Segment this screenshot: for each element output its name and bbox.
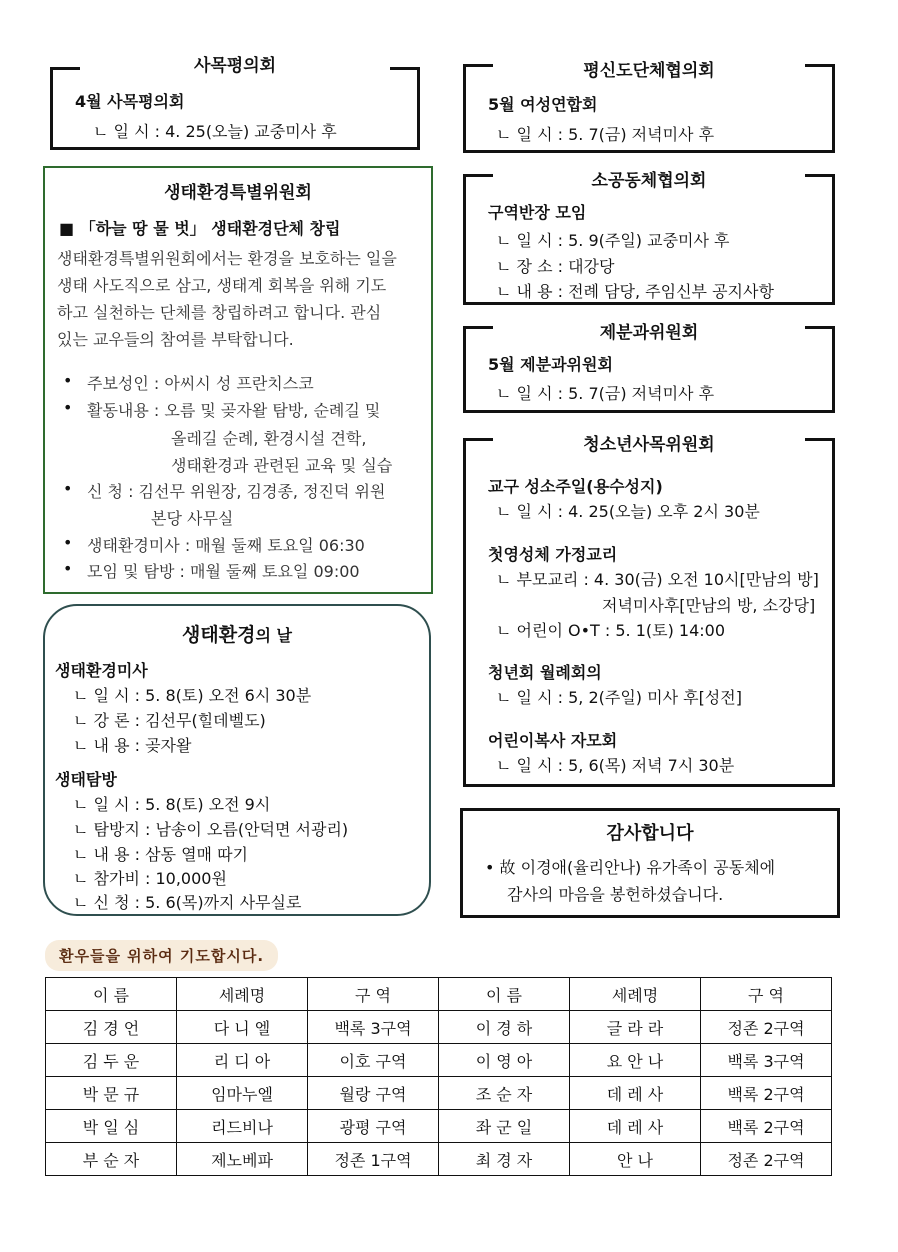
table-header-row (46, 978, 832, 1011)
table-cell: 박 일 심 (46, 1110, 177, 1143)
pyeongsin-box (463, 61, 835, 153)
samok-title: 사목평의회 (193, 56, 277, 76)
eco-bullet-dot: • (63, 559, 73, 578)
table-cell: 다 니 엘 (177, 1011, 308, 1044)
table-cell: 글 라 라 (570, 1011, 701, 1044)
day-s2l3: ㄴ 내 용 : 삼동 열매 따기 (73, 845, 249, 864)
thanks-line2: 감사의 마음을 봉헌하셨습니다. (507, 885, 724, 904)
table-row (46, 1077, 832, 1110)
table-cell: 이 경 하 (439, 1011, 570, 1044)
pyeongsin-line1: ㄴ 일 시 : 5. 7(금) 저녁미사 후 (496, 125, 715, 144)
eco-day-title-tail: 의 날 (255, 626, 292, 645)
table-cell: 정존 1구역 (308, 1143, 439, 1176)
youth-s2l3: ㄴ 어린이 O•T : 5. 1(토) 14:00 (496, 621, 726, 640)
table-cell: 백록 3구역 (701, 1044, 832, 1077)
sogong-line1: ㄴ 일 시 : 5. 9(주일) 교중미사 후 (496, 231, 730, 250)
youth-s1l1: ㄴ 일 시 : 4. 25(오늘) 오후 2시 30분 (496, 502, 760, 521)
day-s1: 생태환경미사 (55, 661, 148, 680)
prayer-table (45, 977, 832, 1176)
sogong-title: 소공동체협의회 (591, 171, 707, 191)
header-baptismal: 세례명 (570, 978, 701, 1011)
table-row (46, 1110, 832, 1143)
samok-box (50, 56, 420, 150)
table-cell: 리 디 아 (177, 1044, 308, 1077)
day-s1l1: ㄴ 일 시 : 5. 8(토) 오전 6시 30분 (73, 686, 312, 705)
eco-b4: 생태환경미사 : 매월 둘째 토요일 06:30 (87, 536, 365, 555)
table-cell: 이호 구역 (308, 1044, 439, 1077)
day-s2l1: ㄴ 일 시 : 5. 8(토) 오전 9시 (73, 795, 271, 814)
header-district: 구 역 (701, 978, 832, 1011)
eco-b3a: 신 청 : 김선무 위원장, 김경종, 정진덕 위원 (87, 482, 386, 501)
samok-line1: ㄴ 일 시 : 4. 25(오늘) 교중미사 후 (93, 122, 337, 141)
eco-bullet-dot: • (63, 371, 73, 390)
youth-s1: 교구 성소주일(용수성지) (488, 477, 663, 496)
thanks-box (460, 808, 840, 918)
day-s2: 생태탐방 (55, 770, 117, 789)
eco-b2b: 올레길 순례, 환경시설 견학, (171, 429, 367, 448)
day-s1l2: ㄴ 강 론 : 김선무(힐데벨도) (73, 711, 266, 730)
jebun-sub: 5월 제분과위원회 (488, 355, 613, 374)
eco-headline: ■ 「하늘 땅 물 벗」 생태환경단체 창립 (59, 219, 341, 238)
header-name: 이 름 (439, 978, 570, 1011)
table-cell: 백록 3구역 (308, 1011, 439, 1044)
table-cell: 안 나 (570, 1143, 701, 1176)
eco-title: 생태환경특별위원회 (164, 183, 312, 203)
pyeongsin-title: 평신도단체협의회 (583, 61, 715, 81)
prayer-title: 환우들을 위하여 기도합시다. (45, 940, 278, 971)
pyeongsin-sub: 5월 여성연합회 (488, 95, 598, 114)
day-s2l4: ㄴ 참가비 : 10,000원 (73, 869, 227, 888)
table-cell: 백록 2구역 (701, 1077, 832, 1110)
table-cell: 임마누엘 (177, 1077, 308, 1110)
table-row (46, 1044, 832, 1077)
eco-para-4: 있는 교우들의 참여를 부탁합니다. (57, 330, 294, 349)
eco-para-3: 하고 실천하는 단체를 창립하려고 합니다. 관심 (57, 303, 382, 322)
eco-day-title (45, 620, 429, 647)
table-cell: 박 문 규 (46, 1077, 177, 1110)
day-s1l3: ㄴ 내 용 : 곶자왈 (73, 736, 192, 755)
eco-committee-box (43, 166, 433, 594)
table-cell: 김 경 언 (46, 1011, 177, 1044)
youth-s2: 첫영성체 가정교리 (488, 545, 618, 564)
day-s2l5: ㄴ 신 청 : 5. 6(목)까지 사무실로 (73, 893, 302, 912)
jebun-title: 제분과위원회 (599, 323, 699, 343)
eco-b2c: 생태환경과 관련된 교육 및 실습 (171, 456, 393, 475)
table-cell: 월랑 구역 (308, 1077, 439, 1110)
sogong-box (463, 171, 835, 305)
table-cell: 데 레 사 (570, 1077, 701, 1110)
table-cell: 좌 군 일 (439, 1110, 570, 1143)
eco-b5: 모임 및 탐방 : 매월 둘째 토요일 09:00 (87, 562, 360, 581)
eco-b3b: 본당 사무실 (151, 509, 234, 528)
table-cell: 제노베파 (177, 1143, 308, 1176)
table-cell: 정존 2구역 (701, 1143, 832, 1176)
eco-b2a: 활동내용 : 오름 및 곶자왈 탐방, 순례길 및 (87, 401, 381, 420)
table-cell: 조 순 자 (439, 1077, 570, 1110)
eco-bullet-dot: • (63, 398, 73, 417)
table-cell: 부 순 자 (46, 1143, 177, 1176)
youth-title: 청소년사목위원회 (583, 435, 715, 455)
eco-b1: 주보성인 : 아씨시 성 프란치스코 (87, 374, 314, 393)
youth-box (463, 435, 835, 787)
youth-s2l2: 저녁미사후[만남의 방, 소강당] (602, 596, 816, 615)
header-baptismal: 세례명 (177, 978, 308, 1011)
youth-s4: 어린이복사 자모회 (488, 731, 618, 750)
table-cell: 정존 2구역 (701, 1011, 832, 1044)
sogong-sub: 구역반장 모임 (488, 203, 587, 222)
table-cell: 김 두 운 (46, 1044, 177, 1077)
eco-day-title-main: 생태환경 (182, 624, 256, 646)
youth-s3l1: ㄴ 일 시 : 5, 2(주일) 미사 후[성전] (496, 688, 742, 707)
sogong-line2: ㄴ 장 소 : 대강당 (496, 257, 615, 276)
thanks-line1: • 故 이경애(율리안나) 유가족이 공동체에 (485, 858, 776, 877)
header-name: 이 름 (46, 978, 177, 1011)
eco-bullet-dot: • (63, 479, 73, 498)
table-cell: 최 경 자 (439, 1143, 570, 1176)
table-cell: 이 영 아 (439, 1044, 570, 1077)
samok-sub: 4월 사목평의회 (75, 92, 185, 111)
table-cell: 리드비나 (177, 1110, 308, 1143)
youth-s3: 청년회 월례회의 (488, 663, 602, 682)
table-cell: 백록 2구역 (701, 1110, 832, 1143)
jebun-box (463, 323, 835, 413)
jebun-line1: ㄴ 일 시 : 5. 7(금) 저녁미사 후 (496, 384, 715, 403)
table-cell: 요 안 나 (570, 1044, 701, 1077)
day-s2l2: ㄴ 탐방지 : 남송이 오름(안덕면 서광리) (73, 820, 349, 839)
table-row (46, 1011, 832, 1044)
youth-s4l1: ㄴ 일 시 : 5, 6(목) 저녁 7시 30분 (496, 756, 735, 775)
eco-para-2: 생태 사도직으로 삼고, 생태계 회복을 위해 기도 (57, 276, 387, 295)
table-cell: 광평 구역 (308, 1110, 439, 1143)
thanks-title: 감사합니다 (606, 823, 694, 844)
eco-para-1: 생태환경특별위원회에서는 환경을 보호하는 일을 (57, 249, 397, 268)
sogong-line3: ㄴ 내 용 : 전례 담당, 주임신부 공지사항 (496, 282, 774, 301)
eco-day-box (43, 604, 431, 916)
header-district: 구 역 (308, 978, 439, 1011)
youth-s2l1: ㄴ 부모교리 : 4. 30(금) 오전 10시[만남의 방] (496, 570, 819, 589)
table-row (46, 1143, 832, 1176)
table-cell: 데 레 사 (570, 1110, 701, 1143)
eco-bullet-dot: • (63, 533, 73, 552)
